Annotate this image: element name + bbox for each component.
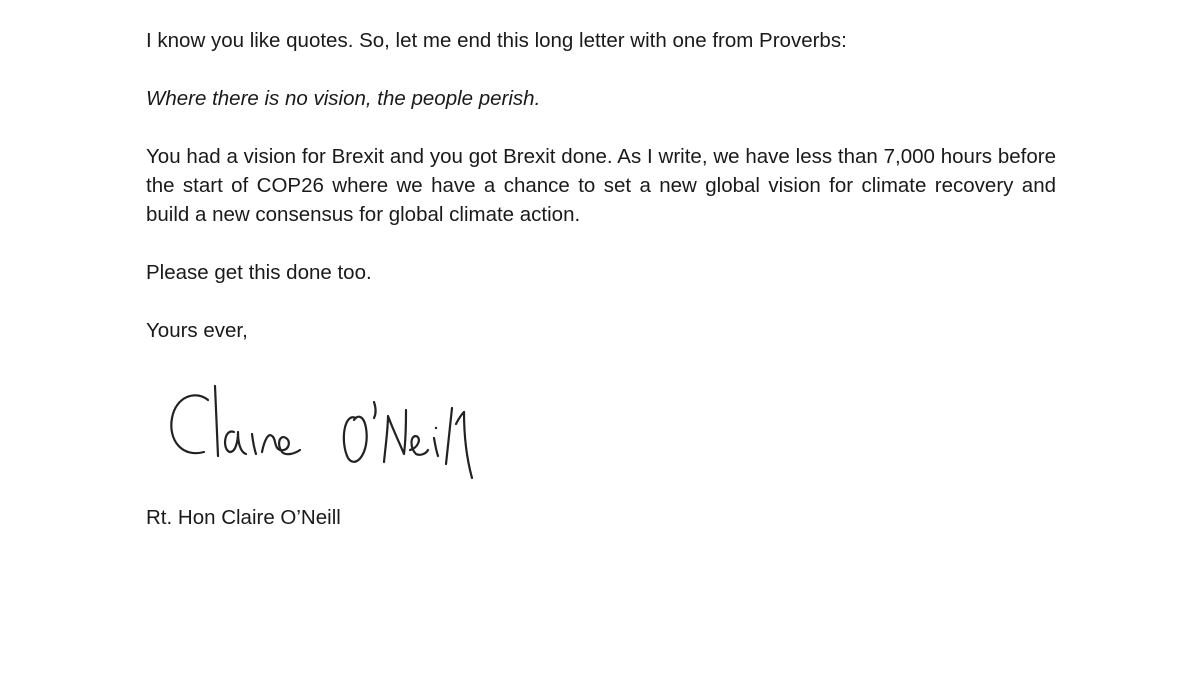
handwritten-signature	[160, 372, 520, 492]
main-paragraph: You had a vision for Brexit and you got Brexit done. As I write, we have less than 7,000 hours before the start of COP26 where we have a chance to set a new global vision for climate recovery and build a new consensus for global climate action.	[146, 145, 1056, 226]
signatory-name: Rt. Hon Claire O’Neill	[146, 506, 341, 529]
letter-body	[146, 26, 1056, 374]
request-paragraph: Please get this done too.	[146, 261, 372, 284]
intro-paragraph: I know you like quotes. So, let me end this long letter with one from Proverbs:	[146, 29, 847, 52]
proverbs-quote: Where there is no vision, the people perish.	[146, 87, 541, 110]
closing-line: Yours ever,	[146, 319, 248, 342]
